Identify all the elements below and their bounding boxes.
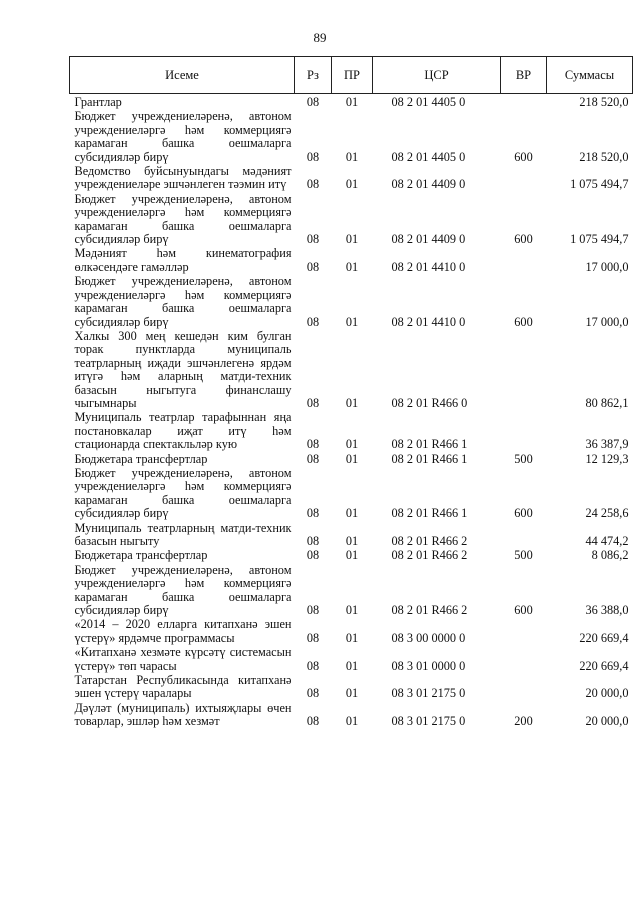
cell-pr: 01 — [345, 314, 359, 329]
cell-vr — [501, 674, 547, 702]
table-row — [70, 165, 633, 193]
cell-rz: 08 — [306, 177, 320, 192]
cell-name: «Китапханә хезмәте күрсәтү системасын үстерү» төп чарасы — [74, 645, 292, 673]
cell-rz: 08 — [306, 603, 320, 618]
header-csr: ЦСР — [373, 57, 501, 94]
cell-rz: 08 — [306, 548, 320, 563]
table-row — [70, 411, 633, 452]
cell-name: Бюджет учреждениеләренә, автоном учреждениеләргә һәм коммерциягә карамаган башка оешмаларга субсидияләр бирү — [74, 274, 292, 329]
cell-csr: 08 3 01 2175 0 — [391, 686, 466, 701]
cell-rz: 08 — [306, 714, 320, 729]
cell-csr: 08 2 01 R466 1 — [391, 451, 468, 466]
header-name: Исеме — [70, 57, 295, 94]
cell-sum: 220 669,4 — [579, 630, 629, 645]
cell-sum: 218 520,0 — [579, 95, 629, 109]
cell-vr: 600 — [514, 314, 533, 329]
cell-sum: 218 520,0 — [579, 149, 629, 164]
cell-sum: 20 000,0 — [585, 714, 629, 729]
cell-pr: 01 — [345, 548, 359, 563]
cell-csr: 08 2 01 4405 0 — [391, 149, 466, 164]
cell-name: Ведомство буйсынуындагы мәдәният учреждениеләре эшчәнлеген тәэмин итү — [74, 164, 292, 192]
cell-rz: 08 — [306, 259, 320, 274]
cell-rz: 08 — [306, 95, 320, 109]
cell-name: Муниципаль театрлар тарафыннан яңа постановкалар иҗат итү һәм стационарда спектакльләр кую — [74, 410, 292, 452]
cell-pr: 01 — [345, 506, 359, 521]
cell-name: Бюджет учреждениеләренә, автоном учреждениеләргә һәм коммерциягә карамаган башка оешмаларга субсидияләр бирү — [74, 109, 292, 164]
table-row — [70, 618, 633, 646]
budget-table — [69, 56, 633, 730]
cell-csr: 08 2 01 4409 0 — [391, 177, 466, 192]
cell-csr: 08 2 01 4410 0 — [391, 259, 466, 274]
cell-rz: 08 — [306, 534, 320, 548]
cell-vr: 500 — [514, 548, 533, 563]
cell-name: Бюджетара трансфертлар — [74, 548, 208, 563]
header-rz: Рз — [295, 57, 332, 94]
cell-rz: 08 — [306, 314, 320, 329]
cell-csr: 08 2 01 4409 0 — [391, 232, 466, 247]
cell-vr: 600 — [514, 149, 533, 164]
cell-csr: 08 3 01 0000 0 — [391, 658, 466, 673]
table-row — [70, 522, 633, 550]
cell-sum: 24 258,6 — [585, 506, 629, 521]
cell-pr: 01 — [345, 437, 359, 452]
cell-name: Бюджет учреждениеләренә, автоном учреждениеләргә һәм коммерциягә карамаган башка оешмаларга субсидияләр бирү — [74, 191, 292, 247]
cell-vr: 200 — [514, 714, 533, 729]
table-row — [70, 564, 633, 619]
table-row — [70, 467, 633, 522]
cell-sum: 44 474,2 — [585, 534, 629, 548]
cell-pr: 01 — [345, 259, 359, 274]
cell-pr: 01 — [345, 451, 359, 466]
table-row — [70, 674, 633, 702]
table-row — [70, 646, 633, 674]
cell-sum: 17 000,0 — [585, 259, 629, 274]
page-number: 89 — [313, 30, 327, 45]
cell-pr: 01 — [345, 658, 359, 673]
table-row — [70, 702, 633, 730]
cell-sum: 36 387,9 — [585, 437, 629, 452]
cell-vr — [501, 522, 547, 550]
cell-name: Бюджетара трансфертлар — [74, 451, 208, 466]
cell-rz: 08 — [306, 437, 320, 452]
cell-csr: 08 2 01 R466 1 — [391, 506, 468, 521]
cell-pr: 01 — [345, 630, 359, 645]
cell-sum: 36 388,0 — [585, 603, 629, 618]
cell-vr — [501, 330, 547, 411]
cell-name: Грантлар — [74, 95, 122, 109]
table-header — [70, 57, 633, 94]
cell-rz: 08 — [306, 232, 320, 247]
cell-vr — [501, 165, 547, 193]
cell-vr: 600 — [514, 232, 533, 247]
cell-rz: 08 — [306, 658, 320, 673]
cell-sum: 80 862,1 — [585, 395, 629, 410]
table-row — [70, 110, 633, 165]
cell-rz: 08 — [306, 395, 320, 410]
cell-csr: 08 2 01 R466 2 — [391, 603, 468, 618]
cell-sum: 1 075 494,7 — [570, 177, 629, 192]
cell-pr: 01 — [345, 232, 359, 247]
cell-csr: 08 3 01 2175 0 — [391, 714, 466, 729]
table-row — [70, 453, 633, 467]
cell-name: Бюджет учреждениеләренә, автоном учреждениеләргә һәм коммерциягә карамаган башка оешмаларга субсидияләр бирү — [74, 562, 292, 618]
table-row — [70, 330, 633, 411]
table-row — [70, 193, 633, 248]
cell-sum: 1 075 494,7 — [570, 232, 629, 247]
table-body — [70, 94, 633, 730]
cell-vr: 600 — [514, 603, 533, 618]
cell-rz: 08 — [306, 149, 320, 164]
cell-sum: 220 669,4 — [579, 658, 629, 673]
cell-pr: 01 — [345, 534, 359, 548]
cell-vr: 500 — [514, 451, 533, 466]
cell-vr — [501, 618, 547, 646]
cell-csr: 08 2 01 R466 2 — [391, 548, 468, 563]
header-vr: ВР — [501, 57, 547, 94]
cell-rz: 08 — [306, 451, 320, 466]
cell-name: Муниципаль театрларның матди-техник базасын ныгыту — [74, 520, 292, 548]
cell-csr: 08 2 01 R466 1 — [391, 437, 468, 452]
cell-sum: 12 129,3 — [585, 451, 629, 466]
cell-csr: 08 3 00 0000 0 — [391, 630, 466, 645]
cell-name: Бюджет учреждениеләренә, автоном учреждениеләргә һәм коммерциягә карамаган башка оешмаларга субсидияләр бирү — [74, 465, 292, 521]
table-row — [70, 247, 633, 275]
cell-name: Татарстан Республикасында китапханә эшен үстерү чаралары — [74, 673, 292, 701]
cell-sum: 17 000,0 — [585, 314, 629, 329]
cell-name: Дәүләт (муниципаль) ихтыяҗлары өчен товарлар, эшләр һәм хезмәт — [74, 700, 292, 729]
cell-pr: 01 — [345, 95, 359, 109]
cell-csr: 08 2 01 R466 2 — [391, 534, 468, 548]
cell-rz: 08 — [306, 686, 320, 701]
cell-csr: 08 2 01 4405 0 — [391, 95, 466, 109]
header-pr: ПР — [332, 57, 373, 94]
cell-name: Халкы 300 мең кешедән ким булган торак пунктларда муниципаль театрларның иҗади эшчәнлегенә ярдәм итүгә һәм аларның матди-техник базасын ныгытуга финанслашу чыгымнары — [74, 328, 292, 410]
cell-vr — [501, 646, 547, 674]
cell-vr — [501, 94, 547, 111]
cell-pr: 01 — [345, 714, 359, 729]
cell-vr — [501, 411, 547, 452]
cell-csr: 08 2 01 4410 0 — [391, 314, 466, 329]
cell-pr: 01 — [345, 395, 359, 410]
table-row — [70, 275, 633, 330]
cell-name: Мәдәният һәм кинематография өлкәсендәге гамәлләр — [74, 246, 292, 274]
cell-pr: 01 — [345, 149, 359, 164]
cell-vr — [501, 247, 547, 275]
header-sum: Суммасы — [547, 57, 633, 94]
table-row — [70, 94, 633, 111]
cell-pr: 01 — [345, 603, 359, 618]
cell-pr: 01 — [345, 686, 359, 701]
cell-rz: 08 — [306, 506, 320, 521]
cell-pr: 01 — [345, 177, 359, 192]
cell-vr: 600 — [514, 506, 533, 521]
table-row — [70, 549, 633, 563]
cell-rz: 08 — [306, 630, 320, 645]
cell-name: «2014 – 2020 елларга китапханә эшен үстерү» ярдәмче программасы — [74, 617, 292, 645]
cell-sum: 20 000,0 — [585, 686, 629, 701]
cell-sum: 8 086,2 — [591, 548, 629, 563]
cell-csr: 08 2 01 R466 0 — [391, 395, 468, 410]
